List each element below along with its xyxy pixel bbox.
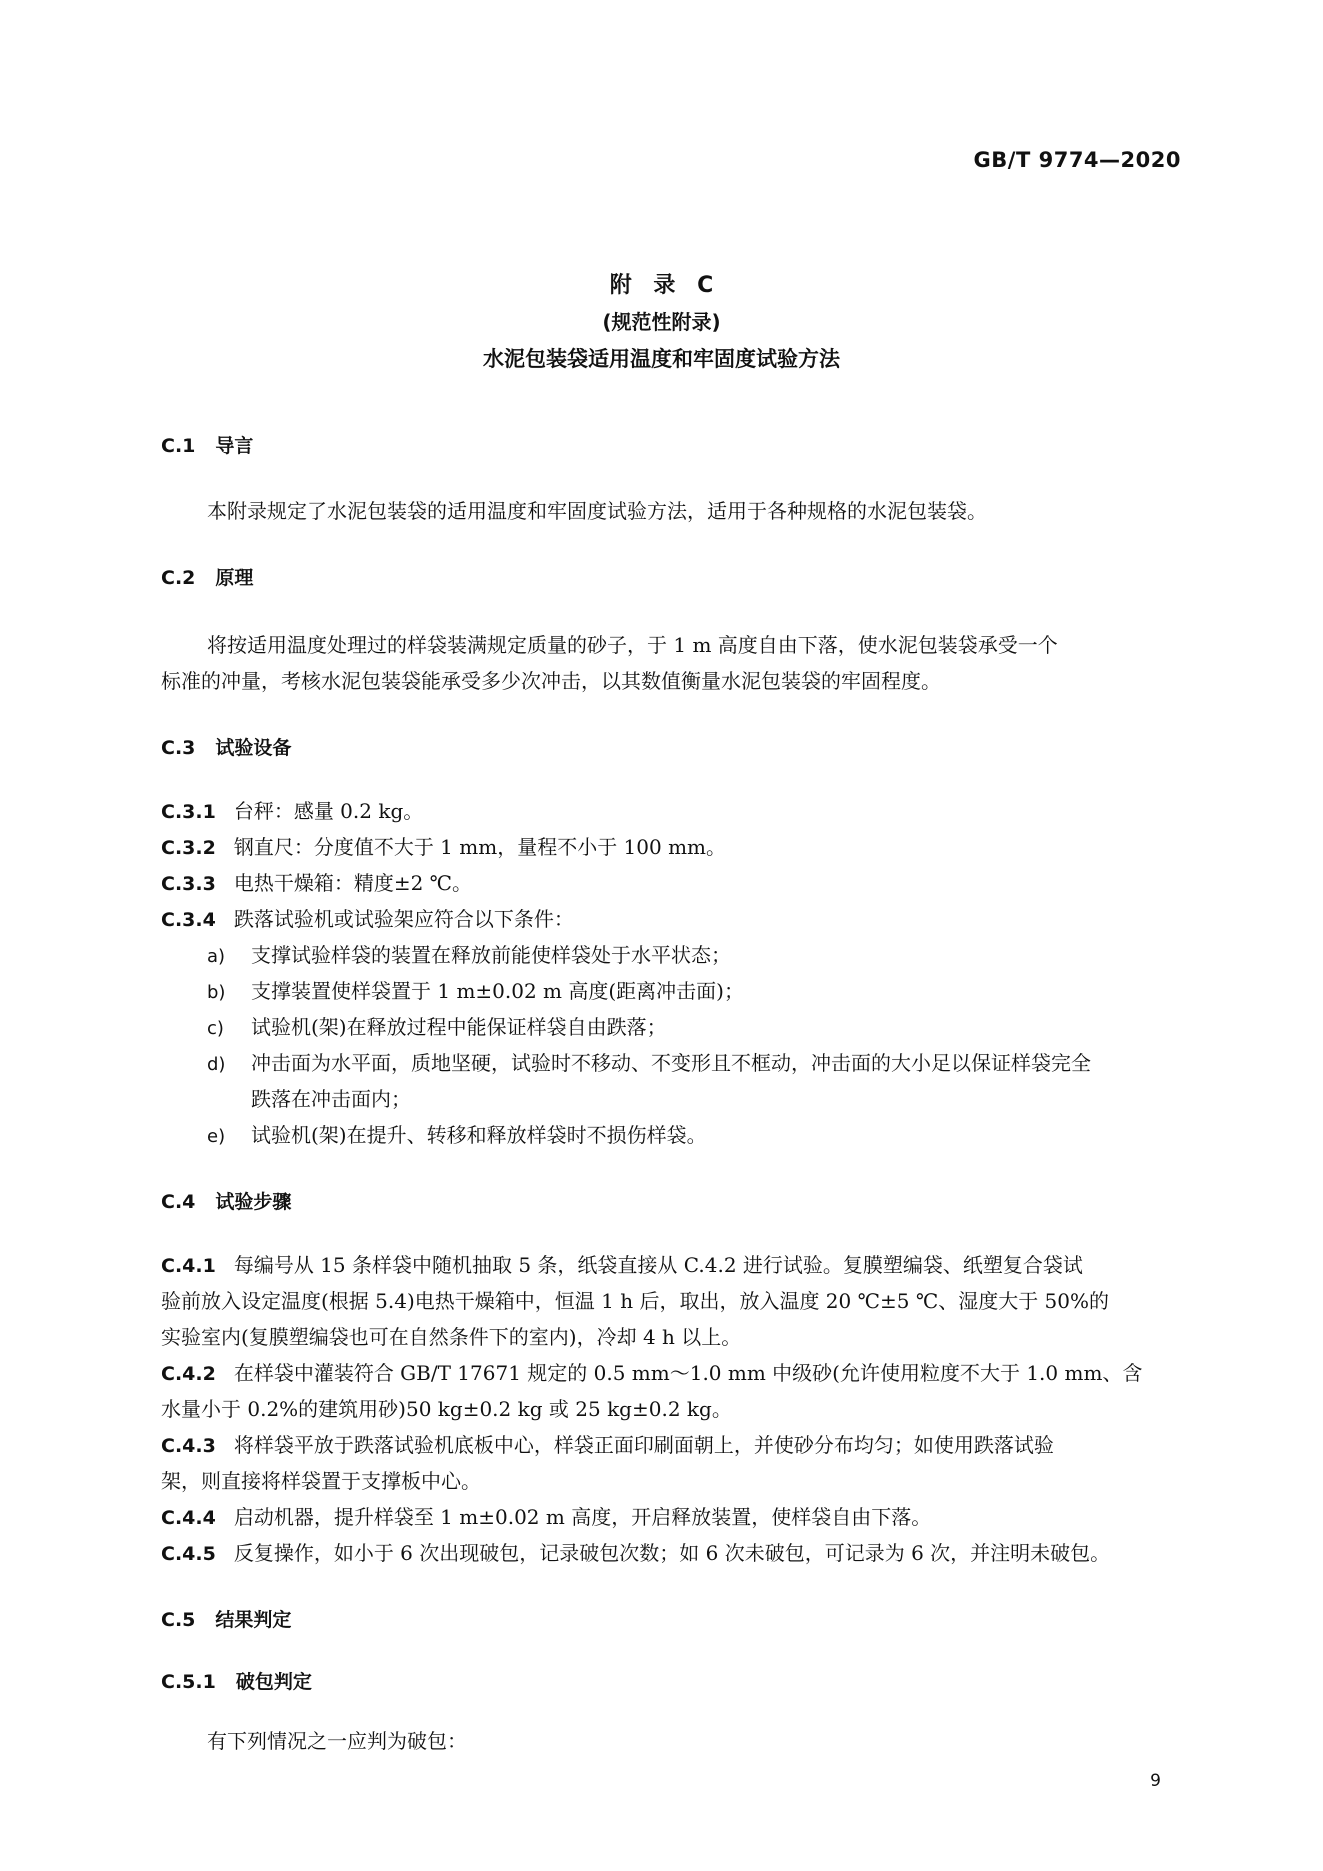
clause-text: 电热干燥箱：精度±2 ℃。 — [233, 871, 473, 895]
clause-c43-line-2: 架，则直接将样袋置于支撑板中心。 — [161, 1469, 481, 1493]
clause-c42 — [161, 1355, 1142, 1392]
list-label: b) — [207, 982, 226, 1003]
clause-c51-heading — [161, 1667, 312, 1694]
c1-paragraph: 本附录规定了水泥包装袋的适用温度和牢固度试验方法，适用于各种规格的水泥包装袋。 — [207, 499, 987, 523]
section-title: 结果判定 — [215, 1609, 292, 1631]
clause-number: C.5.1 — [161, 1671, 216, 1693]
clause-c41-line-2: 验前放入设定温度(根据 5.4)电热干燥箱中，恒温 1 h 后，取出，放入温度 20 ℃±5 ℃、湿度大于 50%的 — [161, 1289, 1110, 1313]
page-number: 9 — [1150, 1771, 1161, 1791]
clause-number: C.3.1 — [161, 801, 216, 823]
clause-number: C.4.1 — [161, 1255, 216, 1277]
clause-text: 跌落试验机或试验架应符合以下条件： — [233, 907, 574, 931]
section-number: C.1 — [161, 435, 196, 457]
clause-number: C.3.4 — [161, 909, 216, 931]
list-text: 冲击面为水平面，质地坚硬，试验时不移动、不变形且不框动，冲击面的大小足以保证样袋完全 — [251, 1051, 1091, 1075]
list-item-c — [207, 1009, 667, 1047]
section-c4-heading — [161, 1187, 291, 1214]
clause-text: 每编号从 15 条样袋中随机抽取 5 条，纸袋直接从 C.4.2 进行试验。复膜塑编袋、纸塑复合袋试 — [233, 1253, 1083, 1277]
c2-paragraph-line-1: 将按适用温度处理过的样袋装满规定质量的砂子，于 1 m 高度自由下落，使水泥包装袋承受一个 — [207, 633, 1058, 657]
c5-paragraph: 有下列情况之一应判为破包： — [207, 1729, 467, 1753]
section-title: 导言 — [215, 435, 254, 457]
list-text: 试验机(架)在释放过程中能保证样袋自由跌落； — [251, 1015, 667, 1039]
annex-title: 附 录 C — [609, 273, 714, 298]
list-text: 支撑试验样袋的装置在释放前能使样袋处于水平状态； — [251, 943, 731, 967]
list-text: 支撑装置使样袋置于 1 m±0.02 m 高度(距离冲击面)； — [251, 979, 744, 1003]
list-item-d-continuation: 跌落在冲击面内； — [251, 1087, 411, 1111]
list-label: a) — [207, 946, 226, 967]
section-c5-heading — [161, 1605, 291, 1632]
clause-c41 — [161, 1247, 1083, 1284]
list-item-e — [207, 1117, 707, 1155]
clause-number: C.3.2 — [161, 837, 216, 859]
clause-text: 台秤：感量 0.2 kg。 — [233, 799, 424, 823]
list-label: c) — [207, 1018, 224, 1039]
list-label: d) — [207, 1054, 226, 1075]
clause-text: 在样袋中灌装符合 GB/T 17671 规定的 0.5 mm～1.0 mm 中级砂(允许使用粒度不大于 1.0 mm、含 — [233, 1361, 1143, 1385]
clause-c45 — [161, 1535, 1110, 1572]
section-number: C.4 — [161, 1191, 196, 1213]
clause-text: 钢直尺：分度值不大于 1 mm，量程不小于 100 mm。 — [233, 835, 727, 859]
clause-c42-line-2: 水量小于 0.2%的建筑用砂)50 kg±0.2 kg 或 25 kg±0.2 kg。 — [161, 1397, 732, 1421]
list-item-b — [207, 973, 744, 1011]
clause-c41-line-3: 实验室内(复膜塑编袋也可在自然条件下的室内)，冷却 4 h 以上。 — [161, 1325, 742, 1349]
annex-subject: 水泥包装袋适用温度和牢固度试验方法 — [483, 347, 840, 371]
list-text: 试验机(架)在提升、转移和释放样袋时不损伤样袋。 — [251, 1123, 707, 1147]
annex-type: (规范性附录) — [602, 310, 721, 334]
clause-number: C.4.4 — [161, 1507, 216, 1529]
clause-c34 — [161, 901, 574, 938]
clause-number: C.3.3 — [161, 873, 216, 895]
list-label: e) — [207, 1126, 226, 1147]
clause-c44 — [161, 1499, 931, 1536]
clause-text: 反复操作，如小于 6 次出现破包，记录破包次数；如 6 次未破包，可记录为 6 次，并注明未破包。 — [233, 1541, 1111, 1565]
section-c3-heading — [161, 733, 291, 760]
document-code: GB/T 9774—2020 — [973, 148, 1181, 172]
list-item-a — [207, 937, 731, 975]
c2-paragraph-line-2: 标准的冲量，考核水泥包装袋能承受多少次冲击，以其数值衡量水泥包装袋的牢固程度。 — [161, 669, 941, 693]
section-number: C.3 — [161, 737, 196, 759]
section-c1-heading — [161, 431, 253, 458]
section-number: C.5 — [161, 1609, 196, 1631]
clause-text: 启动机器，提升样袋至 1 m±0.02 m 高度，开启释放装置，使样袋自由下落。 — [233, 1505, 932, 1529]
clause-number: C.4.2 — [161, 1363, 216, 1385]
clause-title: 破包判定 — [235, 1671, 312, 1693]
clause-c43 — [161, 1427, 1054, 1464]
clause-text: 将样袋平放于跌落试验机底板中心，样袋正面印刷面朝上，并使砂分布均匀；如使用跌落试验 — [233, 1433, 1054, 1457]
section-title: 试验设备 — [215, 737, 292, 759]
section-c2-heading — [161, 563, 253, 590]
clause-number: C.4.5 — [161, 1543, 216, 1565]
list-item-d — [207, 1045, 1091, 1083]
clause-c31 — [161, 793, 423, 830]
section-number: C.2 — [161, 567, 196, 589]
section-title: 试验步骤 — [215, 1191, 292, 1213]
section-title: 原理 — [215, 567, 254, 589]
clause-number: C.4.3 — [161, 1435, 216, 1457]
clause-c33 — [161, 865, 472, 902]
clause-c32 — [161, 829, 726, 866]
